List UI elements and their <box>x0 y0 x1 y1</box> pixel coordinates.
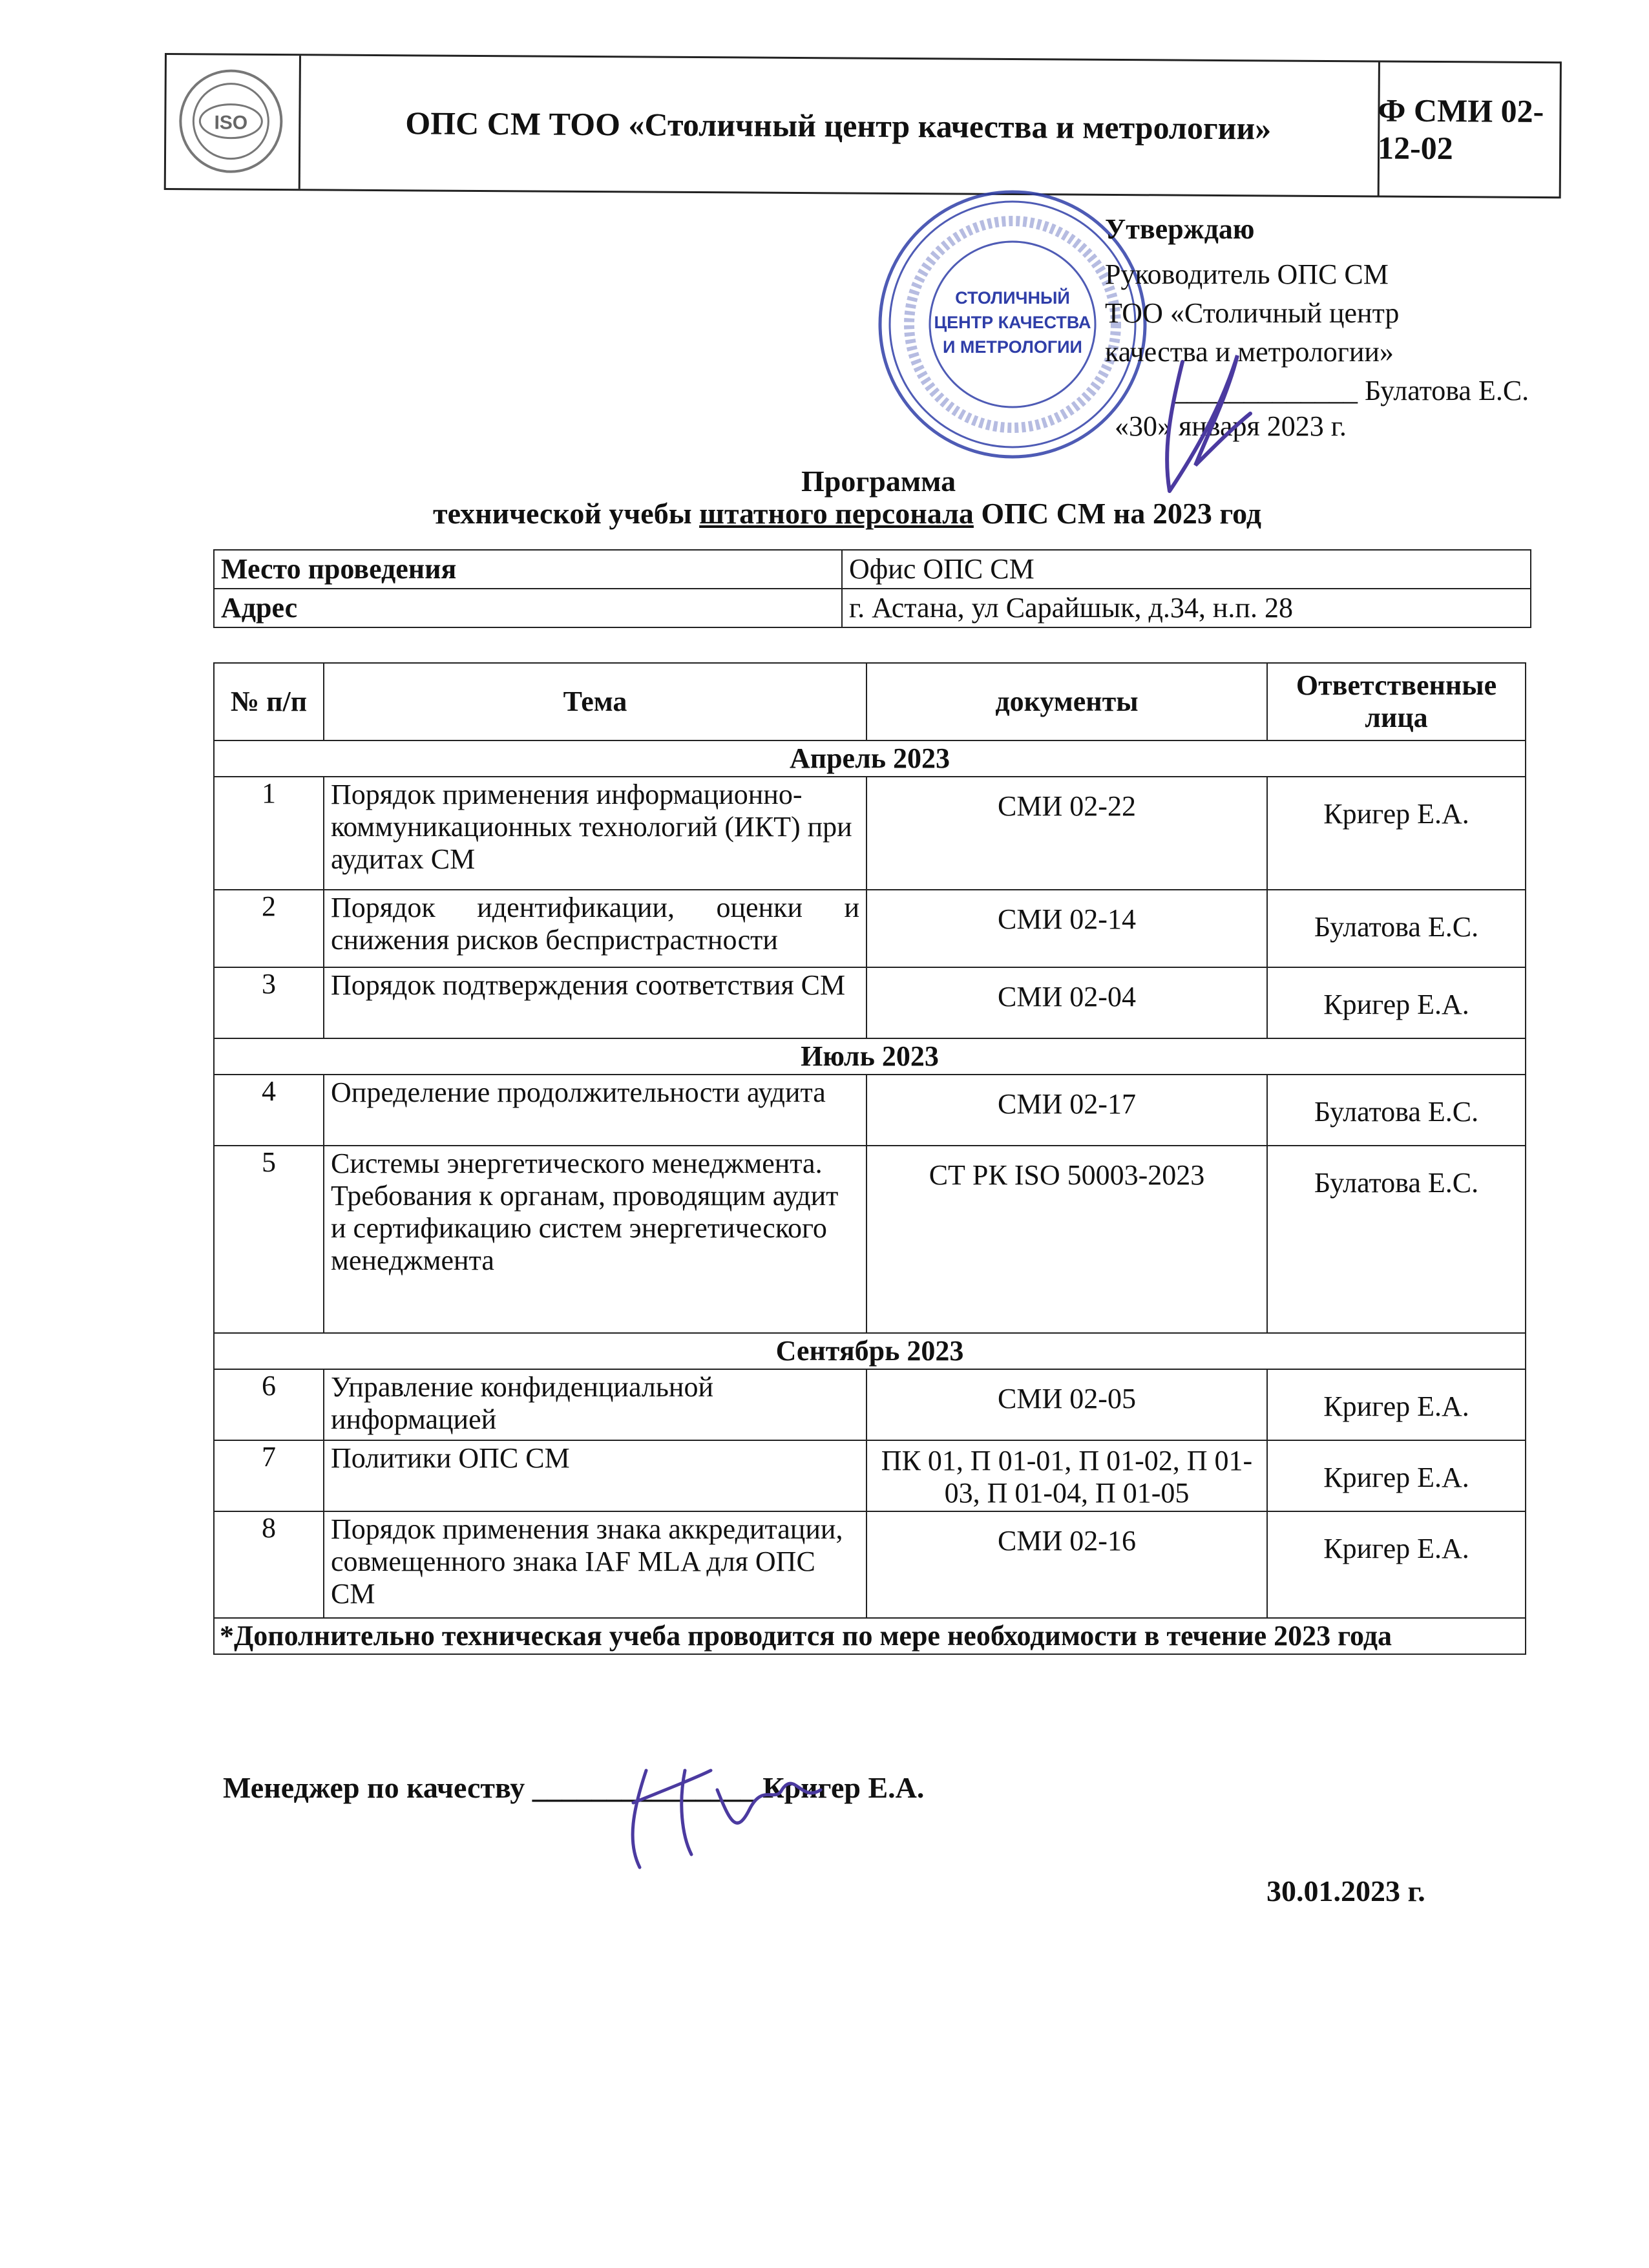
table-row <box>214 777 1526 890</box>
stamp-line-3: И МЕТРОЛОГИИ <box>943 337 1082 357</box>
iso-logo-text: ISO <box>214 112 248 134</box>
approval-line-2: Руководитель ОПС СМ <box>1105 258 1389 290</box>
program-subtitle <box>433 496 1261 530</box>
row-topic: Системы энергетического менеджмента. Требования к органам, проводящим аудит и сертификацию систем энергетического менеджмента <box>324 1146 867 1333</box>
row-num: 2 <box>214 890 324 967</box>
row-docs: СМИ 02-05 <box>867 1369 1267 1440</box>
signoff-role: Менеджер по качеству <box>223 1771 525 1804</box>
row-resp: Кригер Е.А. <box>1267 1440 1526 1511</box>
row-resp: Кригер Е.А. <box>1267 1511 1526 1618</box>
row-resp: Булатова Е.С. <box>1267 890 1526 967</box>
table-row <box>214 967 1526 1038</box>
program-subtitle-underlined: штатного персонала <box>699 497 974 530</box>
row-resp: Булатова Е.С. <box>1267 1075 1526 1146</box>
header-num: № п/п <box>214 663 324 740</box>
table-row <box>214 890 1526 967</box>
form-header <box>164 53 1562 198</box>
row-num: 8 <box>214 1511 324 1618</box>
approval-signature-line: _____________ Булатова Е.С. <box>1173 375 1529 406</box>
row-topic: Управление конфиденциальной информацией <box>324 1369 867 1440</box>
row-num: 7 <box>214 1440 324 1511</box>
manager-signature <box>607 1732 840 1880</box>
month-header: Июль 2023 <box>214 1038 1526 1075</box>
row-resp: Кригер Е.А. <box>1267 1369 1526 1440</box>
header-resp: Ответственные лица <box>1267 663 1526 740</box>
table-row <box>214 1440 1526 1511</box>
row-docs: СМИ 02-04 <box>867 967 1267 1038</box>
row-topic: Политики ОПС СМ <box>324 1440 867 1511</box>
org-title: ОПС СМ ТОО «Столичный центр качества и метрологии» <box>299 56 1380 195</box>
program-title: Программа <box>801 465 956 498</box>
approval-heading: Утверждаю <box>1105 213 1255 245</box>
month-header: Сентябрь 2023 <box>214 1333 1526 1369</box>
address-value: г. Астана, ул Сарайшык, д.34, н.п. 28 <box>842 589 1531 627</box>
row-docs: ПК 01, П 01-01, П 01-02, П 01-03, П 01-04, П 01-05 <box>867 1440 1267 1511</box>
row-topic: Порядок применения знака аккредитации, совмещенного знака IAF MLA для ОПС СМ <box>324 1511 867 1618</box>
table-row <box>214 1075 1526 1146</box>
row-topic: Порядок подтверждения соответствия СМ <box>324 967 867 1038</box>
approver-signature <box>1124 336 1266 504</box>
address-label: Адрес <box>214 589 842 627</box>
stamp-line-2: ЦЕНТР КАЧЕСТВА <box>934 313 1091 332</box>
venue-value: Офис ОПС СМ <box>842 550 1531 589</box>
row-docs: СТ РК ISO 50003-2023 <box>867 1146 1267 1333</box>
approval-date: «30» января 2023 г. <box>1115 410 1347 442</box>
row-num: 6 <box>214 1369 324 1440</box>
venue-label: Место проведения <box>214 550 842 589</box>
row-resp: Кригер Е.А. <box>1267 967 1526 1038</box>
venue-table <box>213 549 1531 628</box>
row-topic: Определение продолжительности аудита <box>324 1075 867 1146</box>
row-topic: Порядок применения информационно-коммуникационных технологий (ИКТ) при аудитах СМ <box>324 777 867 890</box>
signoff-name: Кригер Е.А. <box>762 1771 925 1804</box>
row-resp: Кригер Е.А. <box>1267 777 1526 890</box>
approval-line-4: качества и метрологии» <box>1105 336 1394 368</box>
row-docs: СМИ 02-17 <box>867 1075 1267 1146</box>
row-docs: СМИ 02-16 <box>867 1511 1267 1618</box>
row-resp: Булатова Е.С. <box>1267 1146 1526 1333</box>
table-footnote: *Дополнительно техническая учеба проводится по мере необходимости в течение 2023 года <box>214 1618 1526 1654</box>
row-docs: СМИ 02-22 <box>867 777 1267 890</box>
form-code: Ф СМИ 02-12-02 <box>1377 92 1544 167</box>
row-num: 4 <box>214 1075 324 1146</box>
approval-line-3: ТОО «Столичный центр <box>1105 297 1400 329</box>
row-topic: Порядок идентификации, оценки и снижения рисков беспристрастности <box>324 890 867 967</box>
table-row <box>214 1511 1526 1618</box>
month-header: Апрель 2023 <box>214 740 1526 777</box>
row-num: 1 <box>214 777 324 890</box>
signoff-date: 30.01.2023 г. <box>1266 1874 1425 1907</box>
row-num: 3 <box>214 967 324 1038</box>
training-schedule-table <box>213 662 1526 1655</box>
row-docs: СМИ 02-14 <box>867 890 1267 967</box>
signoff-underline: _______________ <box>532 1771 755 1804</box>
header-docs: документы <box>867 663 1267 740</box>
program-subtitle-pre: технической учебы <box>433 497 700 530</box>
table-row <box>214 1146 1526 1333</box>
stamp-line-1: СТОЛИЧНЫЙ <box>955 288 1070 308</box>
program-subtitle-post: ОПС СМ на 2023 год <box>973 497 1262 530</box>
iso-logo <box>166 55 301 189</box>
header-topic: Тема <box>324 663 867 740</box>
row-num: 5 <box>214 1146 324 1333</box>
table-row <box>214 1369 1526 1440</box>
